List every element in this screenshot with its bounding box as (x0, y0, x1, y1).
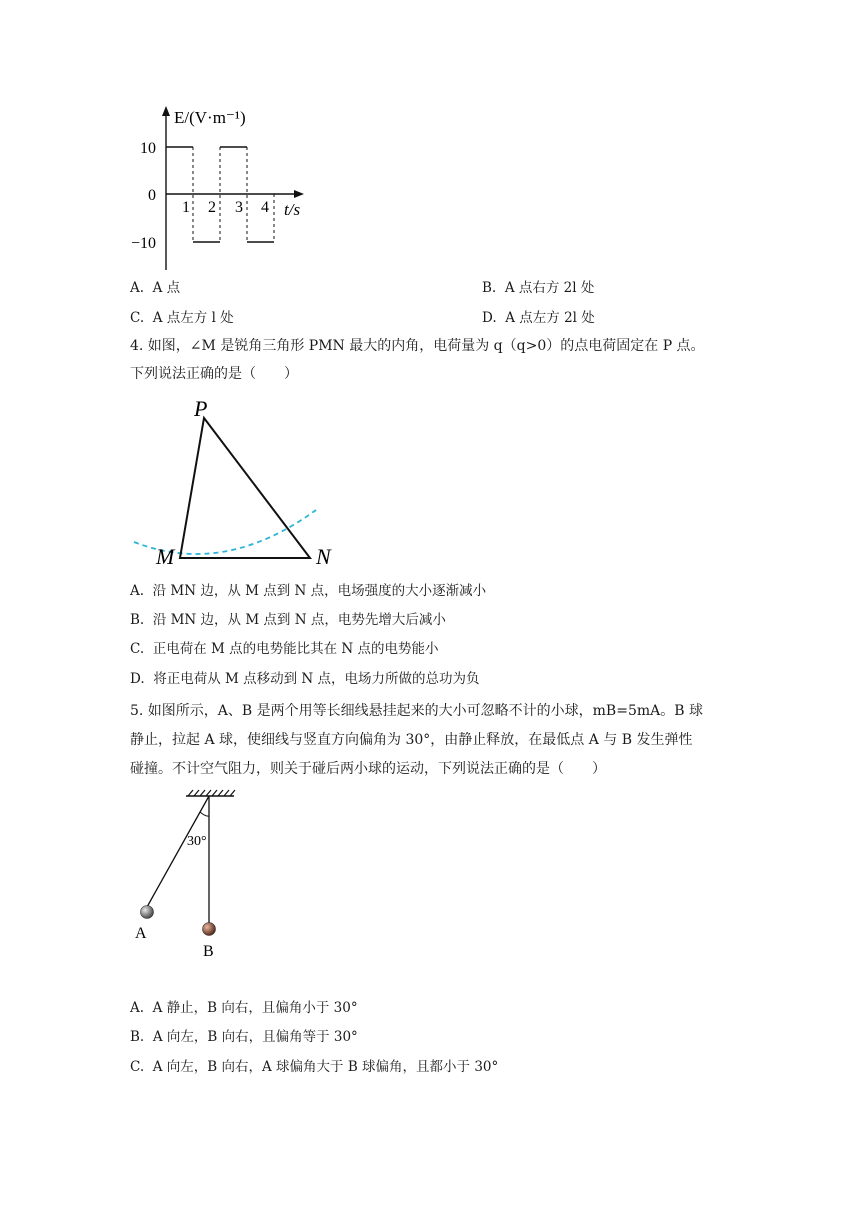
y-axis-label: E/(V·m⁻¹) (174, 108, 246, 127)
q5-option-a[interactable]: A. A 静止，B 向右，且偏角小于 30° (130, 1000, 358, 1016)
label-b: B (203, 943, 214, 960)
ball-a (141, 906, 154, 919)
q5-stem-line3: 碰撞。不计空气阻力，则关于碰后两小球的运动，下列说法正确的是（ ） (130, 761, 606, 777)
label-p: P (194, 396, 208, 421)
q3-option-d[interactable]: D. A 点左方 2l 处 (482, 310, 595, 326)
q5-option-c[interactable]: C. A 向左，B 向右，A 球偏角大于 B 球偏角，且都小于 30° (130, 1059, 499, 1075)
q5-stem-line2: 静止，拉起 A 球，使细线与竖直方向偏角为 30°，由静止释放，在最低点 A 与 B 发生弹性 (130, 732, 693, 748)
q4-option-a[interactable]: A. 沿 MN 边，从 M 点到 N 点，电场强度的大小逐渐减小 (130, 583, 487, 599)
q3-option-c[interactable]: C. A 点左方 l 处 (130, 310, 234, 326)
q4-stem-line2: 下列说法正确的是（ ） (130, 366, 298, 382)
x-tick-3: 3 (235, 199, 243, 216)
x-axis-arrow (294, 190, 304, 198)
q4-option-d[interactable]: D. 将正电荷从 M 点移动到 N 点，电场力所做的总功为负 (130, 671, 480, 687)
y-axis-arrow (162, 106, 170, 116)
q3-option-b[interactable]: B. A 点右方 2l 处 (482, 280, 595, 296)
x-tick-2: 2 (208, 199, 216, 216)
triangle-figure (128, 392, 348, 572)
q4-option-c[interactable]: C. 正电荷在 M 点的电势能比其在 N 点的电势能小 (130, 641, 439, 657)
pendulum-figure (128, 788, 248, 966)
ball-b (203, 923, 216, 936)
angle-label: 30° (187, 834, 207, 849)
label-m: M (156, 544, 175, 569)
y-tick-10: 10 (140, 140, 156, 157)
angle-arc (200, 812, 209, 816)
q5-stem-line1: 5. 如图所示，A、B 是两个用等长细线悬挂起来的大小可忽略不计的小球，mB=5mA。B 球 (130, 703, 703, 719)
q5-option-b[interactable]: B. A 向左，B 向右，且偏角等于 30° (130, 1029, 358, 1045)
string-a (147, 796, 209, 907)
label-n: N (316, 544, 331, 569)
x-tick-1: 1 (182, 199, 190, 216)
q4-option-b[interactable]: B. 沿 MN 边，从 M 点到 N 点，电势先增大后减小 (130, 612, 446, 628)
x-axis-label: t/s (284, 200, 301, 219)
label-a: A (135, 925, 147, 942)
y-tick-minus-10: −10 (130, 235, 156, 252)
x-tick-4: 4 (261, 199, 269, 216)
y-tick-0: 0 (148, 187, 156, 204)
q4-stem-line1: 4. 如图，∠M 是锐角三角形 PMN 最大的内角，电荷量为 q（q>0）的点电荷固定在 P 点。 (130, 338, 705, 354)
q3-option-a[interactable]: A. A 点 (130, 280, 181, 296)
ceiling-hatching (188, 790, 235, 796)
triangle-pmn (180, 418, 310, 558)
e-t-graph (120, 100, 320, 275)
